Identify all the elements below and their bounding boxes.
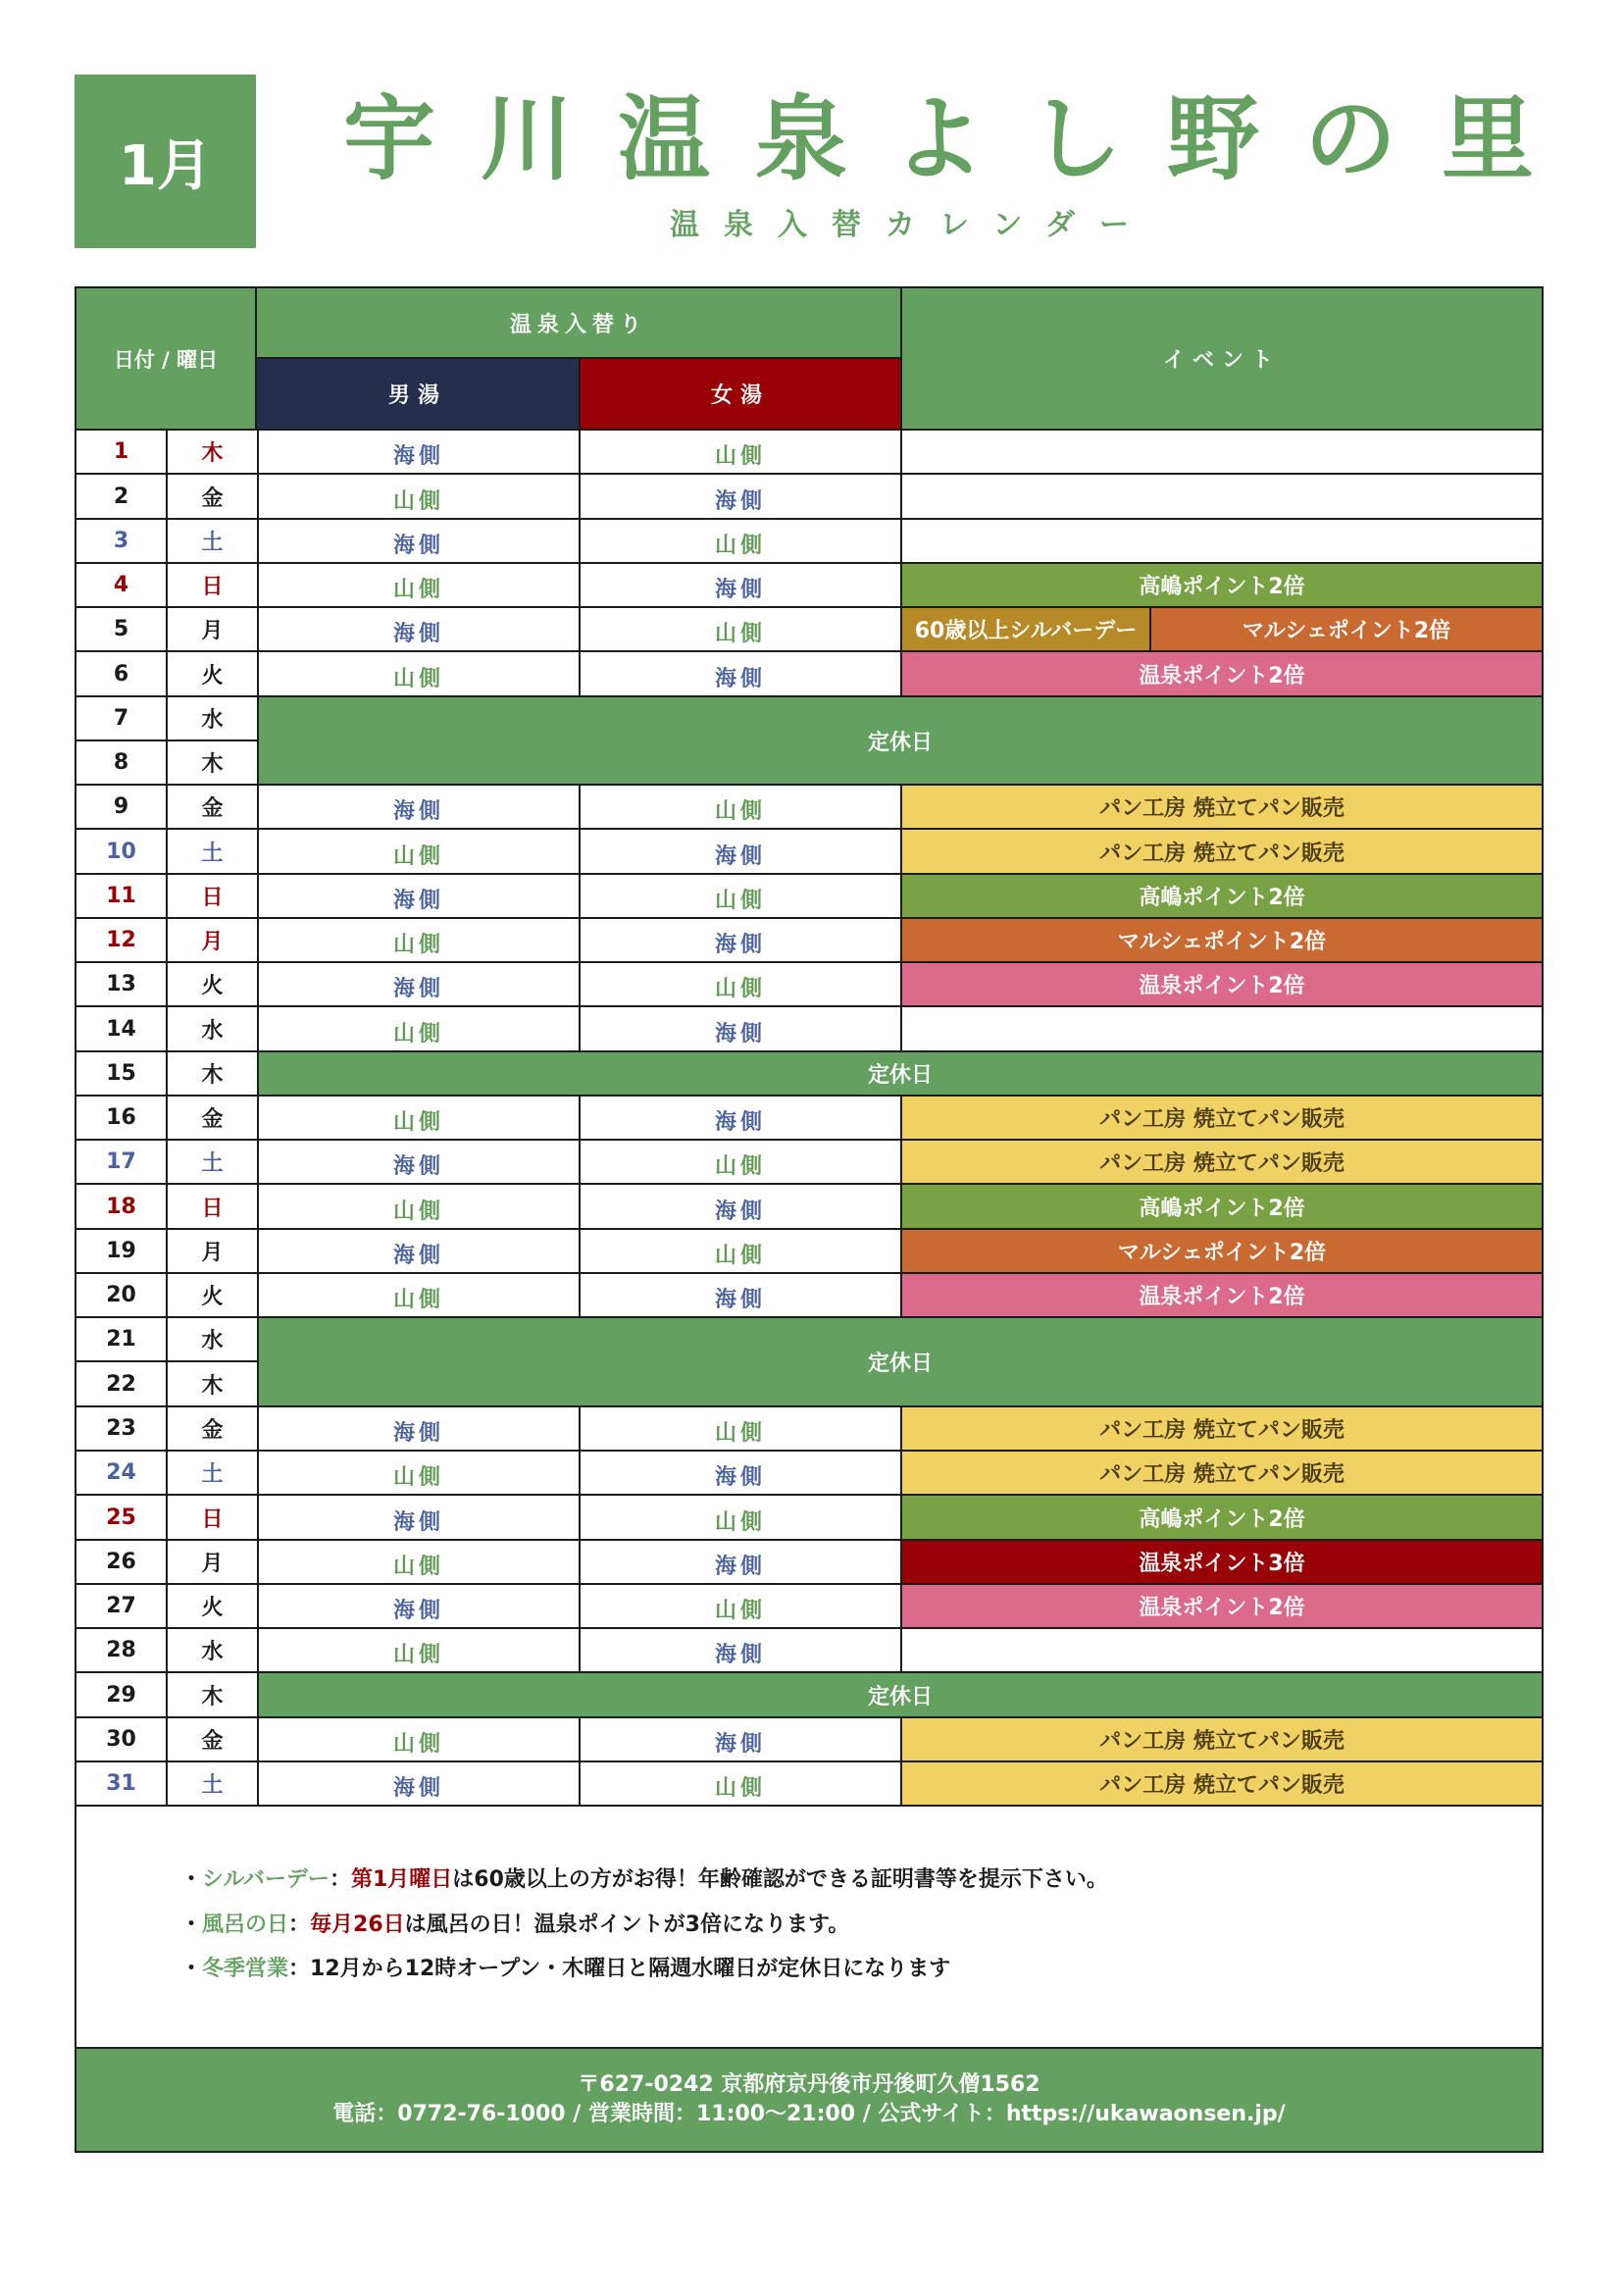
event-bakery: パン工房 焼立てパン販売 xyxy=(902,1718,1542,1762)
weekday-label: 月 xyxy=(168,1541,259,1585)
table-body xyxy=(76,431,1542,1807)
note-label: 冬季営業 xyxy=(202,1957,289,1981)
header-date-weekday: 日付 / 曜日 xyxy=(76,288,257,429)
weekday-label: 水 xyxy=(168,1629,259,1673)
weekday-label: 火 xyxy=(168,652,259,697)
women-bath-side: 山側 xyxy=(581,1762,902,1807)
table-header xyxy=(76,288,1542,431)
day-number: 18 xyxy=(76,1185,168,1230)
closed-day-banner: 定休日 xyxy=(259,1052,1542,1097)
day-number: 12 xyxy=(76,919,168,963)
day-number: 29 xyxy=(76,1673,168,1718)
men-bath-side: 山側 xyxy=(259,1185,581,1230)
event-onsen2: 温泉ポイント2倍 xyxy=(902,1274,1542,1318)
event-empty xyxy=(902,1629,1542,1673)
day-number: 1 xyxy=(76,431,168,475)
day-number: 10 xyxy=(76,830,168,875)
women-bath-side: 海側 xyxy=(581,919,902,963)
event-bakery: パン工房 焼立てパン販売 xyxy=(902,1452,1542,1496)
event-marche: マルシェポイント2倍 xyxy=(902,919,1542,963)
men-bath-side: 山側 xyxy=(259,475,581,520)
day-number: 6 xyxy=(76,652,168,697)
men-bath-side: 山側 xyxy=(259,1007,581,1052)
women-bath-side: 山側 xyxy=(581,520,902,564)
men-bath-side: 山側 xyxy=(259,1452,581,1496)
women-bath-side: 海側 xyxy=(581,564,902,608)
weekday-label: 土 xyxy=(168,1141,259,1185)
day-number: 11 xyxy=(76,875,168,919)
weekday-label: 土 xyxy=(168,520,259,564)
page-subtitle: 温泉入替カレンダー xyxy=(670,208,1154,242)
women-bath-side: 山側 xyxy=(581,786,902,830)
day-number: 14 xyxy=(76,1007,168,1052)
note-label: シルバーデー xyxy=(202,1867,330,1892)
day-number: 15 xyxy=(76,1052,168,1097)
event-onsen2: 温泉ポイント2倍 xyxy=(902,652,1542,697)
weekday-label: 日 xyxy=(168,875,259,919)
men-bath-side: 山側 xyxy=(259,1629,581,1673)
note-separator: ： xyxy=(288,1957,311,1981)
month-badge xyxy=(75,75,256,248)
event-bakery: パン工房 焼立てパン販売 xyxy=(902,1407,1542,1452)
day-number: 3 xyxy=(76,520,168,564)
note-winter-hours xyxy=(180,1952,950,1982)
day-number: 19 xyxy=(76,1230,168,1274)
event-silver: 60歳以上シルバーデー xyxy=(902,608,1151,652)
weekday-label: 月 xyxy=(168,1230,259,1274)
event-empty xyxy=(902,1007,1542,1052)
weekday-label: 水 xyxy=(168,697,259,741)
note-bullet: ・ xyxy=(180,1913,203,1937)
event-bakery: パン工房 焼立てパン販売 xyxy=(902,1097,1542,1141)
day-number: 23 xyxy=(76,1407,168,1452)
page-title: 宇川温泉よし野の里 xyxy=(343,86,1580,193)
weekday-label: 土 xyxy=(168,1452,259,1496)
calendar-table xyxy=(75,286,1544,2153)
note-separator: ： xyxy=(329,1867,351,1892)
women-bath-side: 海側 xyxy=(581,1274,902,1318)
weekday-label: 日 xyxy=(168,564,259,608)
weekday-label: 金 xyxy=(168,1718,259,1762)
event-bakery: パン工房 焼立てパン販売 xyxy=(902,1762,1542,1807)
event-takashima: 高嶋ポイント2倍 xyxy=(902,875,1542,919)
women-bath-side: 山側 xyxy=(581,1141,902,1185)
closed-day-banner: 定休日 xyxy=(259,697,1542,786)
weekday-label: 金 xyxy=(168,786,259,830)
day-number: 9 xyxy=(76,786,168,830)
note-bullet: ・ xyxy=(180,1957,203,1981)
event-takashima: 高嶋ポイント2倍 xyxy=(902,564,1542,608)
day-number: 28 xyxy=(76,1629,168,1673)
day-number: 8 xyxy=(76,741,168,786)
event-onsen2: 温泉ポイント2倍 xyxy=(902,963,1542,1007)
women-bath-side: 海側 xyxy=(581,830,902,875)
header-men-bath: 男湯 xyxy=(257,359,579,429)
women-bath-side: 海側 xyxy=(581,1541,902,1585)
weekday-label: 金 xyxy=(168,475,259,520)
day-number: 31 xyxy=(76,1762,168,1807)
men-bath-side: 山側 xyxy=(259,1274,581,1318)
weekday-label: 土 xyxy=(168,1762,259,1807)
note-bath-day xyxy=(180,1908,849,1938)
day-number: 27 xyxy=(76,1585,168,1629)
event-empty xyxy=(902,431,1542,475)
weekday-label: 火 xyxy=(168,963,259,1007)
closed-day-banner: 定休日 xyxy=(259,1673,1542,1718)
event-takashima: 高嶋ポイント2倍 xyxy=(902,1185,1542,1230)
day-number: 30 xyxy=(76,1718,168,1762)
weekday-label: 木 xyxy=(168,741,259,786)
weekday-label: 金 xyxy=(168,1407,259,1452)
event-bakery: パン工房 焼立てパン販売 xyxy=(902,786,1542,830)
women-bath-side: 山側 xyxy=(581,875,902,919)
header-women-bath: 女湯 xyxy=(579,359,902,429)
weekday-label: 日 xyxy=(168,1185,259,1230)
day-number: 20 xyxy=(76,1274,168,1318)
day-number: 22 xyxy=(76,1362,168,1407)
weekday-label: 月 xyxy=(168,919,259,963)
men-bath-side: 海側 xyxy=(259,1585,581,1629)
day-number: 16 xyxy=(76,1097,168,1141)
men-bath-side: 海側 xyxy=(259,1496,581,1541)
day-number: 24 xyxy=(76,1452,168,1496)
note-highlight: 毎月26日 xyxy=(310,1913,405,1937)
header-onsen-swap: 温泉入替り xyxy=(257,288,902,359)
men-bath-side: 山側 xyxy=(259,1718,581,1762)
note-text: は風呂の日！温泉ポイントが3倍になります。 xyxy=(404,1913,850,1937)
event-bakery: パン工房 焼立てパン販売 xyxy=(902,1141,1542,1185)
men-bath-side: 海側 xyxy=(259,1230,581,1274)
weekday-label: 火 xyxy=(168,1274,259,1318)
day-number: 7 xyxy=(76,697,168,741)
men-bath-side: 海側 xyxy=(259,1407,581,1452)
note-text: は60歳以上の方がお得！年齢確認ができる証明書等を提示下さい。 xyxy=(452,1867,1108,1892)
women-bath-side: 山側 xyxy=(581,963,902,1007)
men-bath-side: 海側 xyxy=(259,431,581,475)
notes-section xyxy=(76,1807,1542,2047)
men-bath-side: 海側 xyxy=(259,875,581,919)
note-text: 12月から12時オープン・木曜日と隔週水曜日が定休日になります xyxy=(310,1957,951,1981)
women-bath-side: 海側 xyxy=(581,475,902,520)
women-bath-side: 海側 xyxy=(581,1007,902,1052)
event-onsen3: 温泉ポイント3倍 xyxy=(902,1541,1542,1585)
day-number: 13 xyxy=(76,963,168,1007)
women-bath-side: 海側 xyxy=(581,1629,902,1673)
weekday-label: 水 xyxy=(168,1318,259,1362)
note-separator: ： xyxy=(288,1913,311,1937)
women-bath-side: 山側 xyxy=(581,1230,902,1274)
note-silver-day xyxy=(180,1862,1108,1893)
closed-day-banner: 定休日 xyxy=(259,1318,1542,1407)
day-number: 2 xyxy=(76,475,168,520)
men-bath-side: 山側 xyxy=(259,564,581,608)
weekday-label: 木 xyxy=(168,1052,259,1097)
women-bath-side: 山側 xyxy=(581,1496,902,1541)
weekday-label: 水 xyxy=(168,1007,259,1052)
month-label: 1月 xyxy=(119,133,212,198)
note-highlight: 第1月曜日 xyxy=(350,1867,453,1892)
women-bath-side: 海側 xyxy=(581,1452,902,1496)
weekday-label: 木 xyxy=(168,1362,259,1407)
footer-address: 〒627-0242 京都府京丹後市丹後町久僧1562 xyxy=(578,2072,1040,2097)
header-event: イベント xyxy=(1162,348,1281,373)
men-bath-side: 山側 xyxy=(259,919,581,963)
men-bath-side: 海側 xyxy=(259,963,581,1007)
note-bullet: ・ xyxy=(180,1867,203,1892)
weekday-label: 金 xyxy=(168,1097,259,1141)
day-number: 26 xyxy=(76,1541,168,1585)
event-empty xyxy=(902,520,1542,564)
footer-contact: 電話：0772-76-1000 / 営業時間：11:00〜21:00 / 公式サイト：https://ukawaonsen.jp/ xyxy=(332,2102,1286,2126)
men-bath-side: 海側 xyxy=(259,1141,581,1185)
women-bath-side: 海側 xyxy=(581,1097,902,1141)
day-number: 21 xyxy=(76,1318,168,1362)
weekday-label: 土 xyxy=(168,830,259,875)
event-marche: マルシェポイント2倍 xyxy=(902,1230,1542,1274)
women-bath-side: 海側 xyxy=(581,1185,902,1230)
day-number: 17 xyxy=(76,1141,168,1185)
note-label: 風呂の日 xyxy=(202,1913,289,1937)
event-empty xyxy=(902,475,1542,520)
day-number: 4 xyxy=(76,564,168,608)
women-bath-side: 山側 xyxy=(581,431,902,475)
men-bath-side: 海側 xyxy=(259,608,581,652)
weekday-label: 日 xyxy=(168,1496,259,1541)
day-number: 5 xyxy=(76,608,168,652)
men-bath-side: 山側 xyxy=(259,830,581,875)
event-onsen2: 温泉ポイント2倍 xyxy=(902,1585,1542,1629)
weekday-label: 火 xyxy=(168,1585,259,1629)
event-marche: マルシェポイント2倍 xyxy=(1151,608,1542,652)
men-bath-side: 海側 xyxy=(259,520,581,564)
day-number: 25 xyxy=(76,1496,168,1541)
event-bakery: パン工房 焼立てパン販売 xyxy=(902,830,1542,875)
men-bath-side: 海側 xyxy=(259,786,581,830)
men-bath-side: 山側 xyxy=(259,1541,581,1585)
footer xyxy=(76,2047,1542,2151)
women-bath-side: 山側 xyxy=(581,608,902,652)
women-bath-side: 山側 xyxy=(581,1585,902,1629)
men-bath-side: 山側 xyxy=(259,652,581,697)
weekday-label: 木 xyxy=(168,431,259,475)
men-bath-side: 海側 xyxy=(259,1762,581,1807)
women-bath-side: 海側 xyxy=(581,1718,902,1762)
weekday-label: 木 xyxy=(168,1673,259,1718)
women-bath-side: 海側 xyxy=(581,652,902,697)
weekday-label: 月 xyxy=(168,608,259,652)
women-bath-side: 山側 xyxy=(581,1407,902,1452)
men-bath-side: 山側 xyxy=(259,1097,581,1141)
event-takashima: 高嶋ポイント2倍 xyxy=(902,1496,1542,1541)
